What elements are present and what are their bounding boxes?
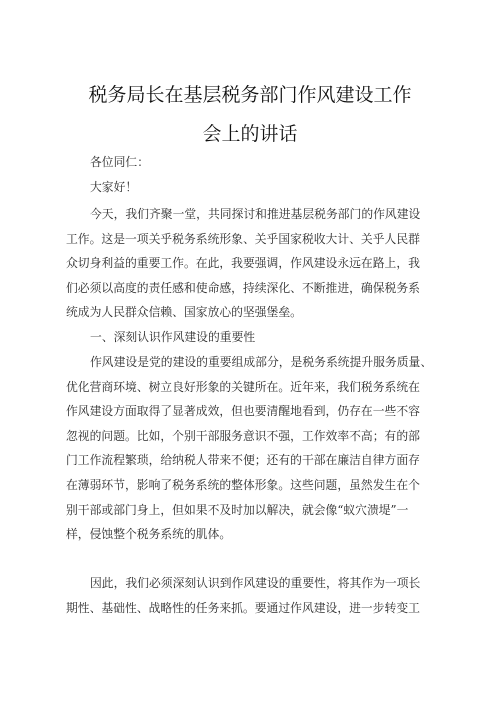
section-heading-text: 一、深刻认识作风建设的重要性 bbox=[90, 330, 256, 344]
paragraph-line: 统成为人民群众信赖、国家放心的坚强堡垒。 bbox=[66, 305, 302, 320]
document-title-line-1: 税务局长在基层税务部门作风建设工作 bbox=[88, 84, 412, 106]
paragraph-line: 忽视的问题。比如，个别干部服务意识不强，工作效率不高；有的部 bbox=[66, 428, 420, 443]
paragraph-line: 门工作流程繁琐，给纳税人带来不便；还有的干部在廉洁自律方面存 bbox=[66, 453, 420, 468]
paragraph-line: 期性、基础性、战略性的任务来抓。要通过作风建设，进一步转变工 bbox=[66, 600, 420, 615]
paragraph-line: 作风建设方面取得了显著成效，但也要清醒地看到，仍存在一些不容 bbox=[66, 404, 420, 419]
paragraph-line: 作风建设是党的建设的重要组成部分，是税务系统提升服务质量、 bbox=[90, 355, 433, 369]
paragraph-importance bbox=[66, 350, 438, 547]
document-title-line-2: 会上的讲话 bbox=[202, 123, 298, 145]
paragraph-line: 优化营商环境、树立良好形象的关键所在。近年来，我们税务系统在 bbox=[66, 379, 420, 394]
paragraph-line: 在薄弱环节，影响了税务系统的整体形象。这些问题，虽然发生在个 bbox=[66, 477, 420, 492]
greeting: 大家好！ bbox=[90, 180, 138, 194]
paragraph-line: 们必须以高度的责任感和使命感，持续深化、不断推进，确保税务系 bbox=[66, 280, 420, 295]
paragraph-line: 众切身利益的重要工作。在此，我要强调，作风建设永远在路上，我 bbox=[66, 256, 420, 271]
paragraph-intro bbox=[66, 202, 438, 325]
paragraph-line: 因此，我们必须深刻认识到作风建设的重要性，将其作为一项长 bbox=[90, 576, 421, 590]
paragraph-line: 工作。这是一项关乎税务系统形象、关乎国家税收大计、关乎人民群 bbox=[66, 231, 420, 246]
paragraph-line: 今天，我们齐聚一堂，共同探讨和推进基层税务部门的作风建设 bbox=[90, 207, 421, 221]
paragraph-conclusion bbox=[66, 571, 438, 620]
salutation: 各位同仁： bbox=[90, 155, 149, 169]
section-heading-1 bbox=[66, 325, 438, 350]
paragraph-line: 别干部或部门身上，但如果不及时加以解决，就会像“蚁穴溃堤”一 bbox=[66, 502, 409, 517]
paragraph-line: 样，侵蚀整个税务系统的肌体。 bbox=[66, 527, 232, 542]
